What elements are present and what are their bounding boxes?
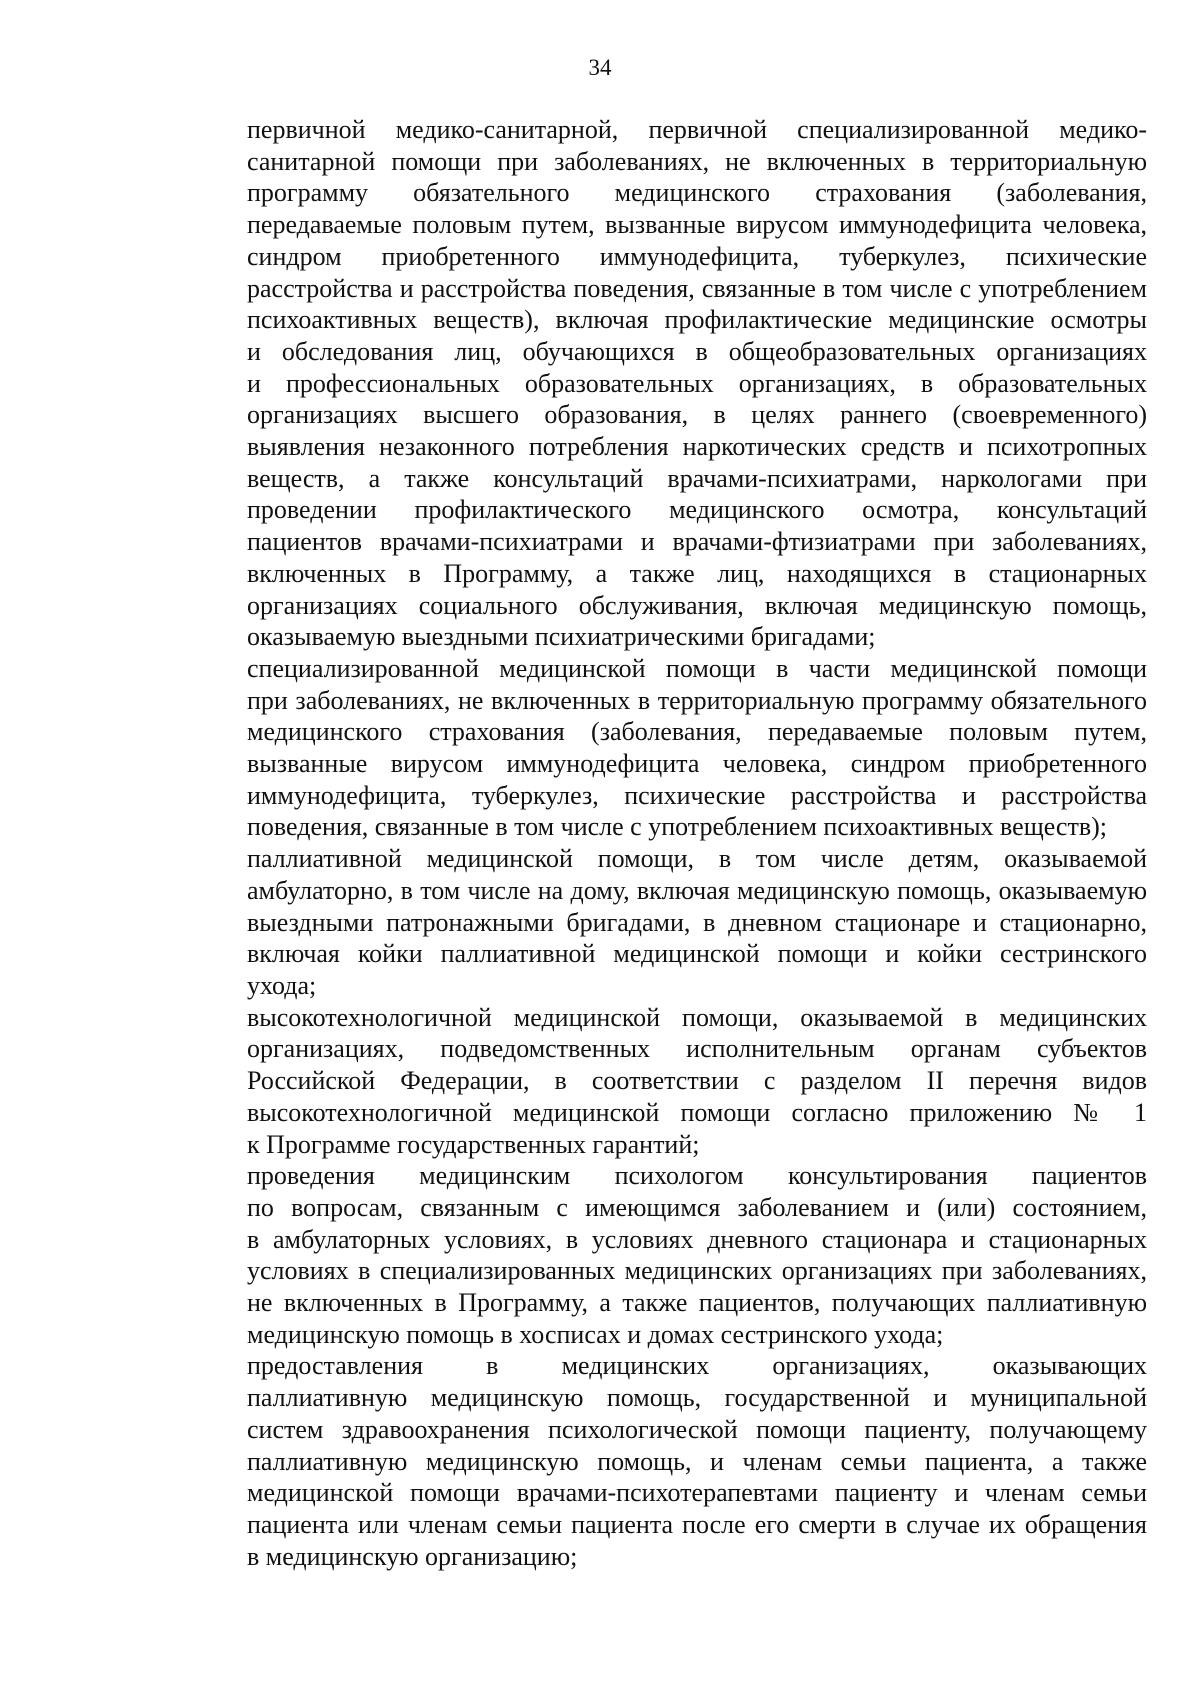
text-line: паллиативную медицинскую помощь, и членам семьи пациента, а также: [247, 1446, 1147, 1476]
text-line: в амбулаторных условиях, в условиях дневного стационара и стационарных: [247, 1224, 1147, 1254]
text-line: расстройства и расстройства поведения, связанные в том числе с употреблением: [247, 273, 1147, 303]
text-line: медицинскую помощь в хосписах и домах сестринского ухода;: [247, 1319, 944, 1349]
text-line: включая койки паллиативной медицинской помощи и койки сестринского: [247, 939, 1147, 969]
text-line: организациях высшего образования, в целях раннего (своевременного): [247, 400, 1147, 430]
text-line: амбулаторно, в том числе на дому, включая медицинскую помощь, оказываемую: [247, 875, 1147, 905]
text-line: веществ, а также консультаций врачами-психиатрами, наркологами при: [247, 463, 1147, 493]
text-line: выездными патронажными бригадами, в дневном стационаре и стационарно,: [247, 907, 1147, 937]
text-line: паллиативной медицинской помощи, в том числе детям, оказываемой: [247, 844, 1147, 874]
text-line: паллиативную медицинскую помощь, государственной и муниципальной: [247, 1383, 1147, 1413]
text-line: специализированной медицинской помощи в части медицинской помощи: [247, 653, 1147, 683]
text-line: передаваемые половым путем, вызванные вирусом иммунодефицита человека,: [247, 210, 1147, 240]
paragraph: [173, 653, 1147, 843]
text-line: пациента или членам семьи пациента после его смерти в случае их обращения: [247, 1509, 1147, 1539]
text-line: программу обязательного медицинского страхования (заболевания,: [247, 178, 1147, 208]
text-line: и профессиональных образовательных организациях, в образовательных: [247, 368, 1147, 398]
text-line: медицинского страхования (заболевания, передаваемые половым путем,: [247, 717, 1147, 747]
text-line: систем здравоохранения психологической помощи пациенту, получающему: [247, 1414, 1147, 1444]
text-line: вызванные вирусом иммунодефицита человека, синдром приобретенного: [247, 749, 1147, 779]
text-line: предоставления в медицинских организациях, оказывающих: [247, 1351, 1147, 1381]
text-line: в медицинскую организацию;: [247, 1541, 578, 1571]
text-line: организациях, подведомственных исполнительным органам субъектов: [247, 1034, 1147, 1064]
text-line: ухода;: [247, 970, 317, 1000]
text-line: при заболеваниях, не включенных в территориальную программу обязательного: [247, 685, 1147, 715]
text-line: оказываемую выездными психиатрическими бригадами;: [247, 622, 876, 652]
text-line: и обследования лиц, обучающихся в общеобразовательных организациях: [247, 336, 1147, 366]
text-line: не включенных в Программу, а также пациентов, получающих паллиативную: [247, 1288, 1147, 1318]
text-line: условиях в специализированных медицинских организациях при заболеваниях,: [247, 1256, 1147, 1286]
paragraph: [173, 843, 1147, 1002]
text-line: проведении профилактического медицинского осмотра, консультаций: [247, 495, 1147, 525]
text-line: высокотехнологичной медицинской помощи согласно приложению № 1: [247, 1097, 1147, 1127]
text-line: по вопросам, связанным с имеющимся заболеванием и (или) состоянием,: [247, 1192, 1147, 1222]
text-line: поведения, связанные в том числе с употреблением психоактивных веществ);: [247, 812, 1107, 842]
page-number: 34: [588, 55, 612, 80]
text-line: синдром приобретенного иммунодефицита, туберкулез, психические: [247, 241, 1147, 271]
text-line: к Программе государственных гарантий;: [247, 1129, 700, 1159]
text-line: первичной медико-санитарной, первичной специализированной медико-: [247, 115, 1147, 144]
text-line: пациентов врачами-психиатрами и врачами-фтизиатрами при заболеваниях,: [247, 527, 1147, 557]
text-line: включенных в Программу, а также лиц, находящихся в стационарных: [247, 558, 1147, 588]
text-line: иммунодефицита, туберкулез, психические расстройства и расстройства: [247, 780, 1147, 810]
text-line: проведения медицинским психологом консультирования пациентов: [247, 1161, 1147, 1191]
text-line: медицинской помощи врачами-психотерапевтами пациенту и членам семьи: [247, 1478, 1147, 1508]
paragraph: [173, 1350, 1147, 1572]
text-line: организациях социального обслуживания, включая медицинскую помощь,: [247, 590, 1147, 620]
document-body: [173, 114, 1147, 1572]
text-line: санитарной помощи при заболеваниях, не включенных в территориальную: [247, 146, 1147, 176]
text-line: выявления незаконного потребления наркотических средств и психотропных: [247, 432, 1147, 462]
text-line: Российской Федерации, в соответствии с разделом II перечня видов: [247, 1066, 1147, 1096]
paragraph: [173, 1160, 1147, 1350]
text-line: психоактивных веществ), включая профилактические медицинские осмотры: [247, 305, 1147, 335]
text-line: высокотехнологичной медицинской помощи, оказываемой в медицинских: [247, 1002, 1147, 1032]
paragraph: [173, 1002, 1147, 1161]
paragraph: [173, 114, 1147, 653]
